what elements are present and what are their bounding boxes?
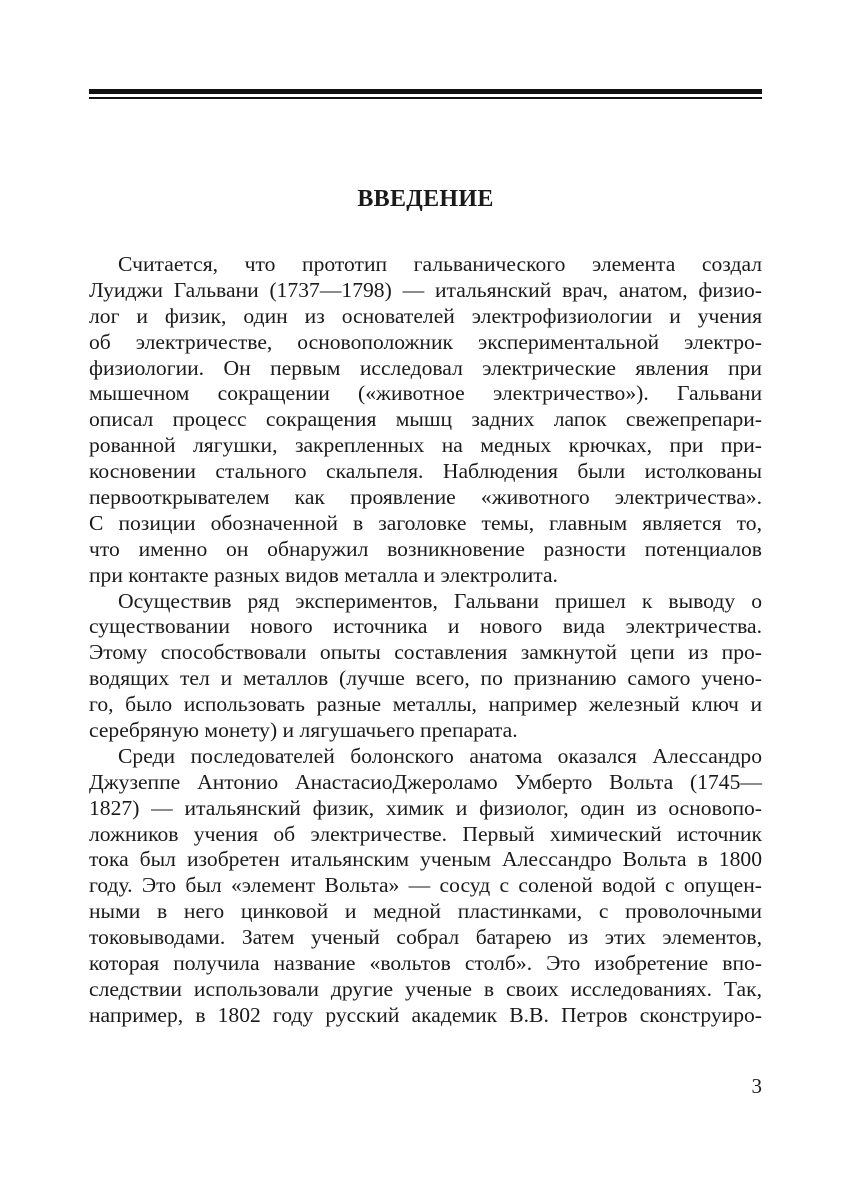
text-line: при контакте разных видов металла и электролита.	[89, 562, 558, 587]
text-line: токовыводами. Затем ученый собрал батарею из этих элементов,	[89, 925, 762, 950]
text-line: тока был изобретен итальянским ученым Алессандро Вольта в 1800	[89, 847, 762, 872]
text-line: ложников учения об электричестве. Первый химический источник	[89, 821, 762, 846]
text-line: рованной лягушки, закрепленных на медных крючках, при при-	[89, 433, 762, 458]
text-line: косновении стального скальпеля. Наблюдения были истолкованы	[89, 459, 762, 484]
text-line: Считается, что прототип гальванического элемента создал	[118, 252, 762, 276]
paragraph-1	[89, 252, 762, 589]
text-line: серебряную монету) и лягушачьего препарата.	[89, 718, 518, 743]
text-line: мышечном сокращении («животное электричество»). Гальвани	[89, 381, 762, 406]
header-rule-thin	[89, 97, 762, 99]
text-line: описал процесс сокращения мышц задних лапок свежепрепари-	[89, 407, 762, 432]
text-line: Осуществив ряд экспериментов, Гальвани пришел к выводу о	[118, 588, 762, 613]
text-line: которая получила название «вольтов столб». Это изобретение впо-	[89, 951, 762, 976]
text-line: водящих тел и металлов (лучше всего, по признанию самого учено-	[89, 666, 762, 691]
header-rule-thick	[89, 89, 762, 94]
text-line: го, было использовать разные металлы, например железный ключ и	[89, 692, 762, 717]
text-line: ными в него цинковой и медной пластинками, с проволочными	[89, 899, 762, 924]
chapter-title: ВВЕДЕНИЕ	[357, 186, 494, 212]
text-line: существовании нового источника и нового вида электричества.	[89, 614, 762, 639]
text-line: первооткрывателем как проявление «животного электричества».	[89, 485, 762, 510]
paragraph-2	[89, 589, 762, 744]
paragraph-3	[89, 744, 762, 1029]
text-line: Луиджи Гальвани (1737—1798) — итальянский врач, анатом, физио-	[89, 277, 762, 302]
text-line: Среди последователей болонского анатома оказался Алессандро	[118, 743, 762, 768]
text-line: что именно он обнаружил возникновение разности потенциалов	[89, 536, 762, 561]
text-line: лог и физик, один из основателей электрофизиологии и учения	[89, 303, 762, 328]
text-line: об электричестве, основоположник экспериментальной электро-	[89, 329, 762, 354]
text-line: следствии использовали другие ученые в своих исследованиях. Так,	[89, 976, 762, 1001]
text-line: например, в 1802 году русский академик В.В. Петров сконструиро-	[89, 1002, 762, 1027]
text-line: С позиции обозначенной в заголовке темы, главным является то,	[89, 510, 762, 535]
text-line: 1827) — итальянский физик, химик и физиолог, один из основопо-	[89, 795, 762, 820]
text-line: физиологии. Он первым исследовал электрические явления при	[89, 355, 762, 380]
page-number: 3	[751, 1074, 762, 1098]
body-text	[89, 252, 762, 1029]
text-line: году. Это был «элемент Вольта» — сосуд с соленой водой с опущен-	[89, 873, 762, 898]
text-line: Этому способствовали опыты составления замкнутой цепи из про-	[89, 640, 762, 665]
text-line: Джузеппе Антонио АнастасиоДжероламо Умберто Вольта (1745—	[89, 769, 762, 794]
